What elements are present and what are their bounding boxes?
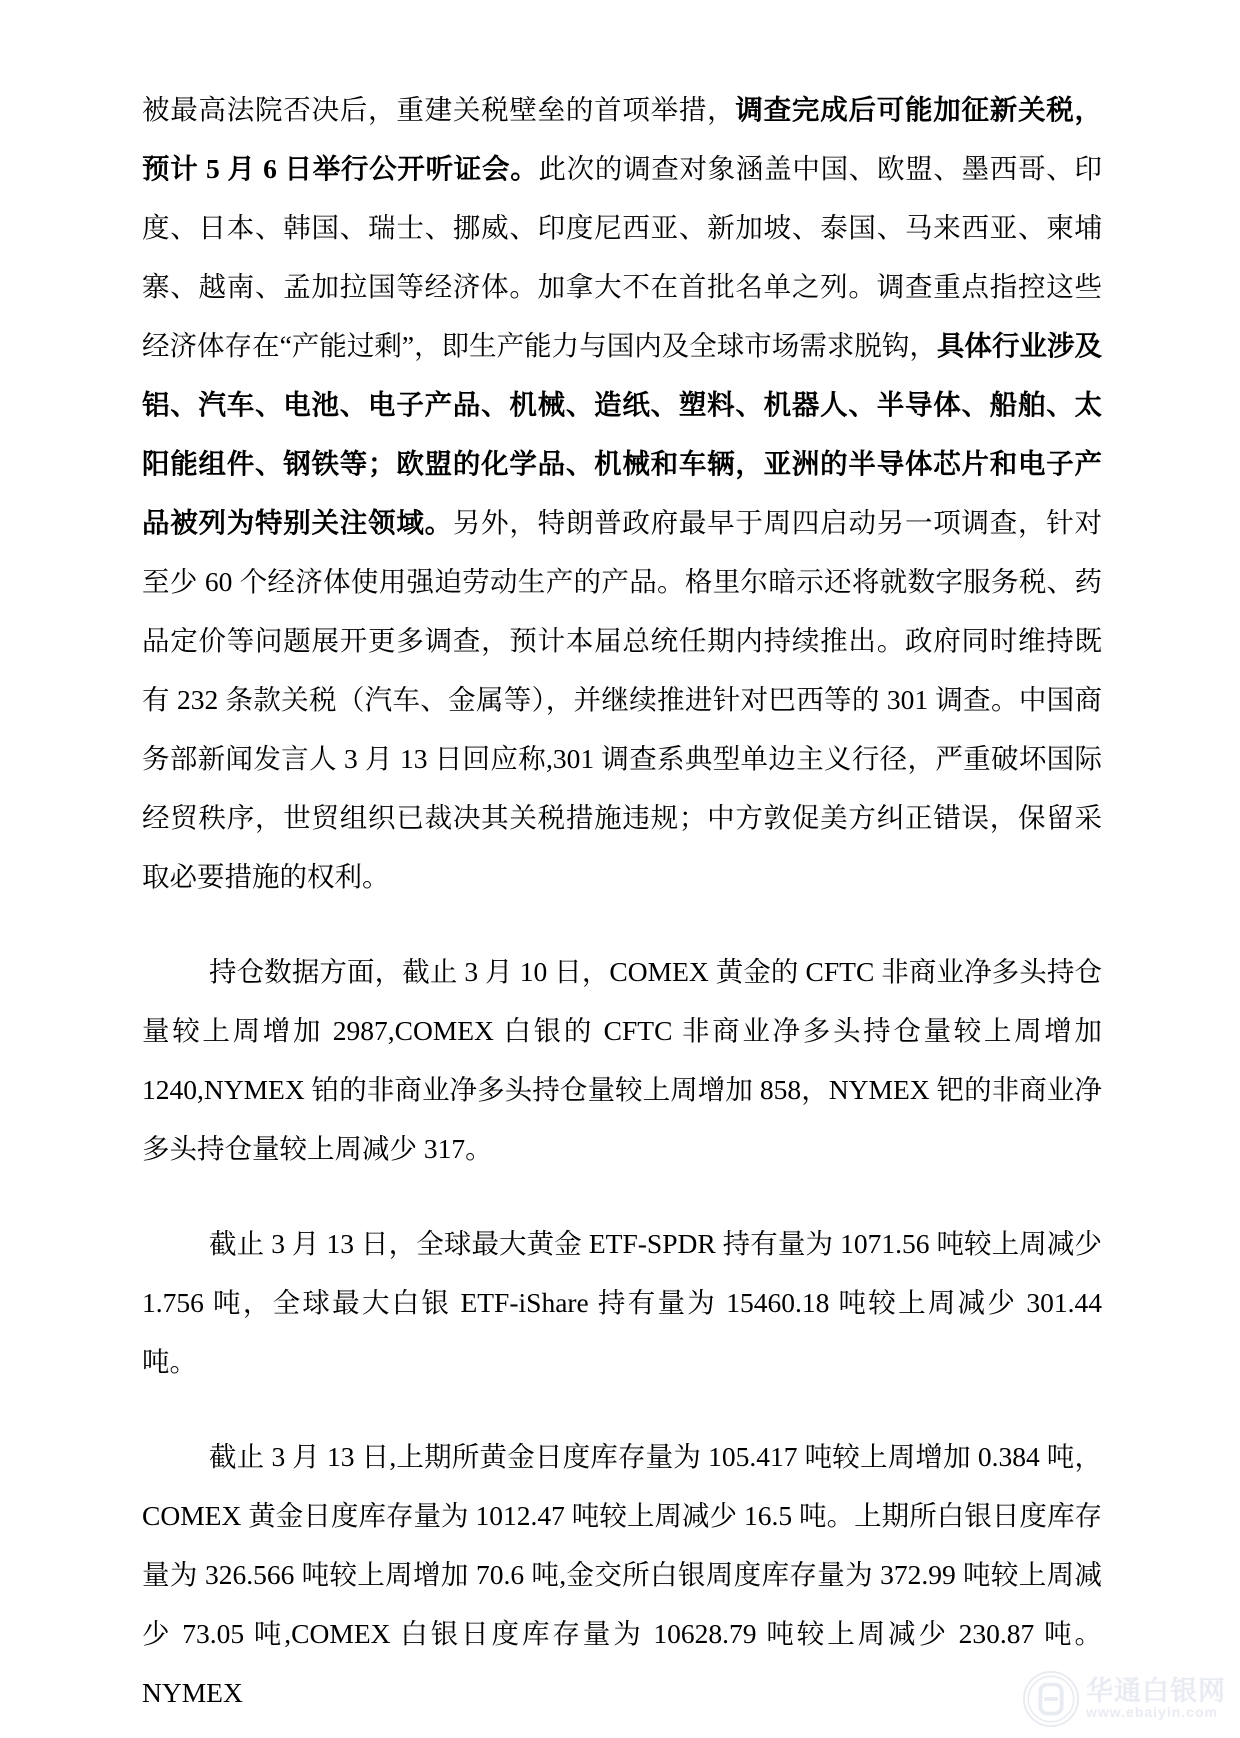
document-body <box>142 80 1102 1738</box>
text-run: 此次的调查对象涵盖中国、欧盟、墨西哥、印度、日本、韩国、瑞士、挪威、印度尼西亚、新加坡、泰国、马来西亚、柬埔寨、越南、孟加拉国等经济体。加拿大不在首批名单之列。调查重点指控这些经济体存在“产能过剩”，即生产能力与国内及全球市场需求脱钩， <box>142 153 1103 361</box>
text-run: 另外，特朗普政府最早于周四启动另一项调查，针对至少 60 个经济体使用强迫劳动生产的产品。格里尔暗示还将就数字服务税、药品定价等问题展开更多调查，预计本届总统任期内持续推出。政府同时维持既有 232 条款关税（汽车、金属等），并继续推进针对巴西等的 301 调查。中国商务部新闻发言人 3 月 13 日回应称,301 调查系典型单边主义行径，严重破坏国际经贸秩序，世贸组织已裁决其关税措施违规；中方敦促美方纠正错误，保留采取必要措施的权利。 <box>142 507 1103 892</box>
bold-text-run: 具体行业涉及铝、汽车、电池、电子产品、机械、造纸、塑料、机器人、半导体、船舶、太阳能组件、钢铁等；欧盟的化学品、机械和车辆，亚洲的半导体芯片和电子产品被列为特别关注领域。 <box>142 330 1102 538</box>
watermark-site-name: 华通白银网 <box>1086 1676 1226 1707</box>
body-paragraph-2 <box>142 942 1102 1178</box>
body-paragraph-4 <box>142 1427 1102 1722</box>
text-run: 被最高法院否决后，重建关税壁垒的首项举措， <box>142 94 736 125</box>
text-run: 截止 3 月 13 日，全球最大黄金 ETF-SPDR 持有量为 1071.56 吨较上周减少 1.756 吨，全球最大白银 ETF-iShare 持有量为 15460.18 吨较上周减少 301.44 吨。 <box>142 1228 1102 1377</box>
text-run: 截止 3 月 13 日,上期所黄金日度库存量为 105.417 吨较上周增加 0.384 吨，COMEX 黄金日度库存量为 1012.47 吨较上周减少 16.5 吨。上期所白银日度库存量为 326.566 吨较上周增加 70.6 吨,金交所白银周度库存量为 372.99 吨较上周减少 73.05 吨,COMEX 白银日度库存量为 10628.79 吨较上周减少 230.87 吨。NYMEX <box>142 1441 1102 1708</box>
body-paragraph-1 <box>142 80 1102 906</box>
watermark-text <box>1086 1677 1226 1721</box>
text-run: 持仓数据方面，截止 3 月 10 日，COMEX 黄金的 CFTC 非商业净多头持仓量较上周增加 2987,COMEX 白银的 CFTC 非商业净多头持仓量较上周增加 1240,NYMEX 铂的非商业净多头持仓量较上周增加 858，NYMEX 钯的非商业净多头持仓量较上周减少 317。 <box>142 956 1102 1164</box>
body-paragraph-3 <box>142 1214 1102 1391</box>
bold-text-run: 调查完成后可能加征新关税，预计 5 月 6 日举行公开听证会。 <box>142 94 1103 184</box>
watermark-site-url: www.ebaiyin.com <box>1086 1704 1218 1721</box>
